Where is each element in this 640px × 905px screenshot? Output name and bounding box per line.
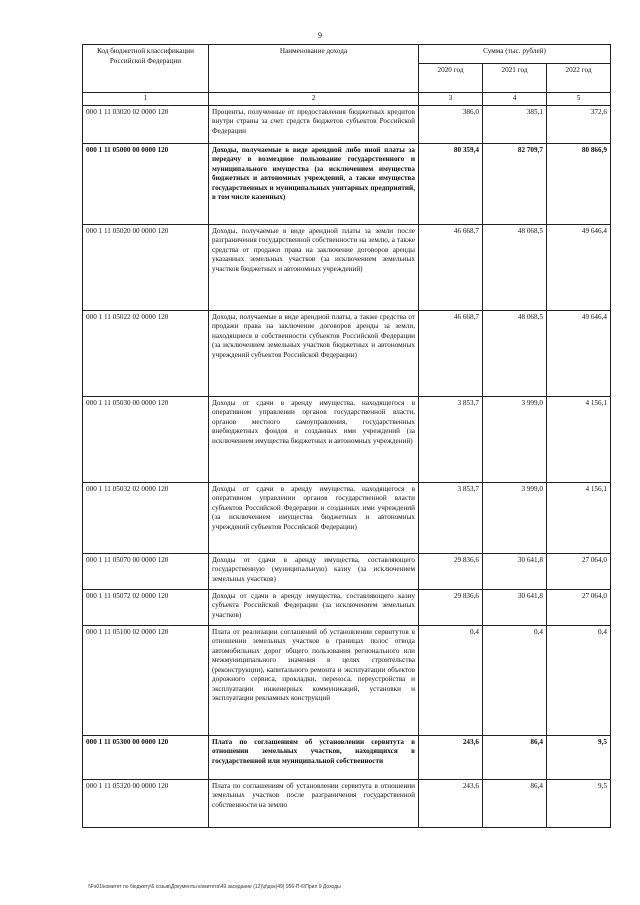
value-2020-cell: 243,6 (419, 735, 483, 779)
revenue-name-cell: Доходы от сдачи в аренду имущества, составляющего государственную (муниципальную) казну (за исключением земельных участков) (209, 553, 419, 589)
value-2021-cell: 30 641,8 (483, 553, 547, 589)
value-2020-cell: 29 836,6 (419, 553, 483, 589)
header-year-2021: 2021 год (483, 64, 547, 93)
budget-code-cell: 000 1 11 05070 00 0000 120 (83, 553, 209, 589)
column-number: 3 (419, 93, 483, 106)
value-2022-cell: 4 156,1 (547, 396, 611, 482)
revenue-name-cell: Плата от реализации соглашений об установлении сервитутов в отношении земельных участков в границах полос отвода автомобильных дорог общего пользования регионального или межмуниципального значения в целях строительства (реконструкции), капитального ремонта и эксплуатации объектов дорожного сервиса, прокладки, переноса, переустройства и эксплуатации инженерных коммуникаций, установки и эксплуатации рекламных конструкций (209, 625, 419, 735)
value-2021-cell: 30 641,8 (483, 589, 547, 625)
table-row (83, 482, 611, 553)
file-path-footer: \\Fs01\комитет по бюджету\6 созыв\Документы комитета\49 заседание (12)\р\док(49) 956-П-6\Прил 9 Доходы (88, 884, 341, 890)
column-number: 1 (83, 93, 209, 106)
budget-code-cell: 000 1 11 05000 00 0000 120 (83, 143, 209, 224)
table-body (83, 105, 611, 827)
header-name: Наименование дохода (209, 45, 419, 93)
revenue-name-cell: Проценты, полученные от предоставления бюджетных кредитов внутри страны за счет средств бюджетов субъектов Российской Федерации (209, 105, 419, 143)
value-2022-cell: 49 646,4 (547, 224, 611, 310)
budget-code-cell: 000 1 11 05100 02 0000 120 (83, 625, 209, 735)
value-2020-cell: 46 668,7 (419, 310, 483, 396)
revenue-name-cell: Доходы, получаемые в виде арендной либо иной платы за передачу в возмездное пользование государственного и муниципального имущества (за исключением имущества бюджетных и автономных учреждений, а также имущества государственных и муниципальных унитарных предприятий, в том числе казенных) (209, 143, 419, 224)
revenue-table (82, 44, 611, 828)
value-2021-cell: 385,1 (483, 105, 547, 143)
value-2020-cell: 3 853,7 (419, 482, 483, 553)
column-number-row (83, 93, 611, 106)
revenue-name-cell: Доходы, получаемые в виде арендной платы, а также средства от продажи права на заключение договоров аренды за земли, находящиеся в собственности субъектов Российской Федерации (за исключением земельных участков бюджетных и автономных учреждений субъектов Российской Федерации) (209, 310, 419, 396)
budget-code-cell: 000 1 11 05020 00 0000 120 (83, 224, 209, 310)
column-number: 5 (547, 93, 611, 106)
revenue-name-cell: Плата по соглашениям об установлении сервитута в отношении земельных участков, находящихся в государственной или муниципальной собственности (209, 735, 419, 779)
value-2021-cell: 3 999,0 (483, 396, 547, 482)
budget-code-cell: 000 1 11 05032 02 0000 120 (83, 482, 209, 553)
table-row (83, 224, 611, 310)
value-2022-cell: 49 646,4 (547, 310, 611, 396)
value-2022-cell: 372,6 (547, 105, 611, 143)
table-row (83, 553, 611, 589)
table-row (83, 396, 611, 482)
value-2020-cell: 0,4 (419, 625, 483, 735)
value-2021-cell: 0,4 (483, 625, 547, 735)
header-year-2022: 2022 год (547, 64, 611, 93)
value-2022-cell: 27 064,0 (547, 553, 611, 589)
value-2022-cell: 0,4 (547, 625, 611, 735)
value-2022-cell: 4 156,1 (547, 482, 611, 553)
page-number: 9 (318, 31, 322, 40)
table-row (83, 310, 611, 396)
value-2020-cell: 80 359,4 (419, 143, 483, 224)
table-row (83, 105, 611, 143)
revenue-name-cell: Доходы от сдачи в аренду имущества, находящегося в оперативном управлении органов государственной власти, органов местного самоуправления, государственных внебюджетных фондов и созданных ими учреждений (за исключением имущества бюджетных и автономных учреждений) (209, 396, 419, 482)
value-2022-cell: 27 064,0 (547, 589, 611, 625)
value-2021-cell: 48 068,5 (483, 310, 547, 396)
value-2021-cell: 82 709,7 (483, 143, 547, 224)
value-2021-cell: 86,4 (483, 779, 547, 827)
budget-code-cell: 000 1 11 05300 00 0000 120 (83, 735, 209, 779)
table-row (83, 735, 611, 779)
table-row (83, 143, 611, 224)
budget-code-cell: 000 1 11 05030 00 0000 120 (83, 396, 209, 482)
table-row (83, 625, 611, 735)
value-2021-cell: 3 999,0 (483, 482, 547, 553)
value-2020-cell: 29 836,6 (419, 589, 483, 625)
revenue-name-cell: Доходы от сдачи в аренду имущества, находящегося в оперативном управлении органов государственной власти субъектов Российской Федерации и созданных ими учреждений (за исключением имущества бюджетных и автономных учреждений субъектов Российской Федерации) (209, 482, 419, 553)
column-number: 4 (483, 93, 547, 106)
value-2022-cell: 80 866,9 (547, 143, 611, 224)
value-2020-cell: 243,6 (419, 779, 483, 827)
header-year-2020: 2020 год (419, 64, 483, 93)
value-2020-cell: 386,0 (419, 105, 483, 143)
column-number: 2 (209, 93, 419, 106)
revenue-name-cell: Плата по соглашениям об установлении сервитута в отношении земельных участков после разграничения государственной собственности на землю (209, 779, 419, 827)
revenue-name-cell: Доходы, получаемые в виде арендной платы за земли после разграничения государственной собственности на землю, а также средства от продажи права на заключение договоров аренды указанных земельных участков (за исключением земельных участков бюджетных и автономных учреждений) (209, 224, 419, 310)
budget-code-cell: 000 1 11 05320 00 0000 120 (83, 779, 209, 827)
budget-code-cell: 000 1 11 05072 02 0000 120 (83, 589, 209, 625)
revenue-name-cell: Доходы от сдачи в аренду имущества, составляющего казну субъекта Российской Федерации (за исключением земельных участков) (209, 589, 419, 625)
table-row (83, 589, 611, 625)
value-2022-cell: 9,5 (547, 735, 611, 779)
budget-code-cell: 000 1 11 03020 02 0000 120 (83, 105, 209, 143)
value-2020-cell: 3 853,7 (419, 396, 483, 482)
header-sum: Сумма (тыс. рублей) (419, 45, 611, 64)
value-2020-cell: 46 668,7 (419, 224, 483, 310)
value-2021-cell: 86,4 (483, 735, 547, 779)
value-2021-cell: 48 068,5 (483, 224, 547, 310)
table-row (83, 779, 611, 827)
header-code: Код бюджетной классификации Российской Федерации (83, 45, 209, 93)
budget-code-cell: 000 1 11 05022 02 0000 120 (83, 310, 209, 396)
value-2022-cell: 9,5 (547, 779, 611, 827)
